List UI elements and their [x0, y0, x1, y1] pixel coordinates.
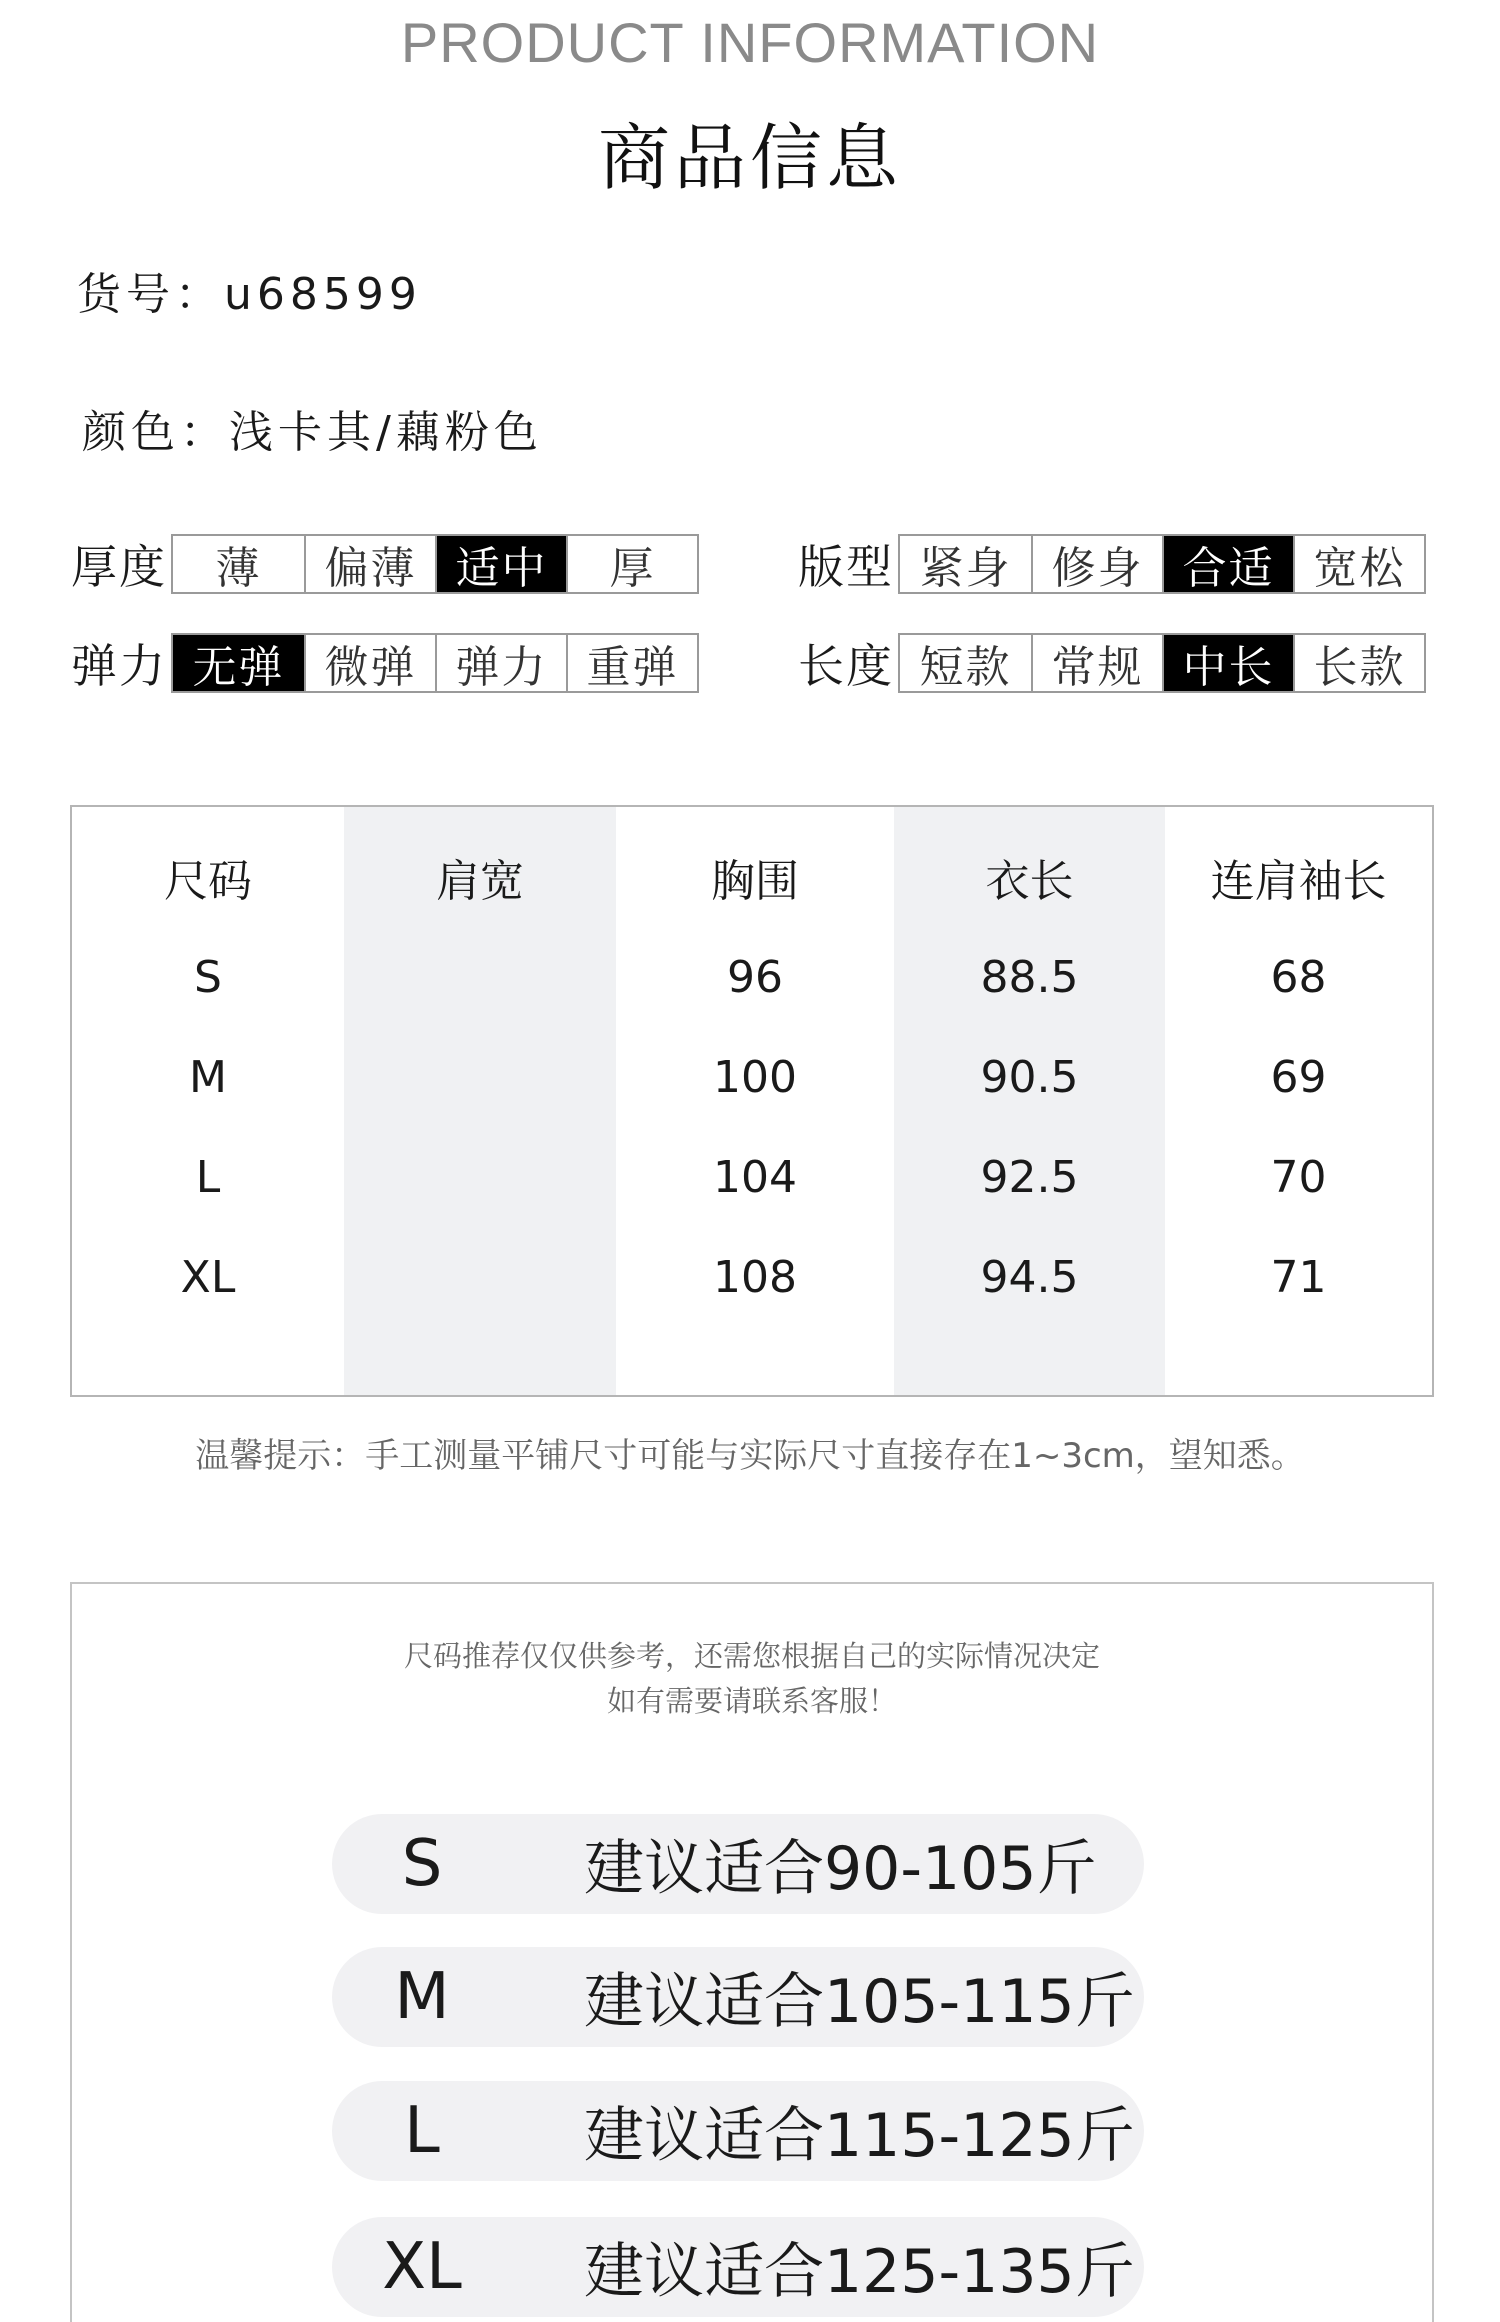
title-chinese: 商品信息 — [597, 116, 902, 200]
attr-fit-opt-2: 合适 — [1162, 536, 1293, 592]
rec-pill-m — [332, 1947, 1144, 2047]
length-cell-xl: 94.5 — [980, 1251, 1079, 1303]
attr-thickness-opt-1: 偏薄 — [304, 536, 435, 592]
rec-text-s: 建议适合90-105斤 — [584, 1834, 1097, 1904]
size-recommendation — [70, 1582, 1434, 2322]
attr-fit — [798, 531, 1426, 597]
size-header: 尺码 — [164, 856, 252, 907]
rec-size-l: L — [404, 2094, 440, 2168]
attr-thickness-opt-3: 厚 — [566, 536, 697, 592]
length-header: 衣长 — [985, 856, 1074, 907]
attr-fit-label: 版型 — [798, 540, 894, 594]
rec-size-m: M — [394, 1960, 450, 2034]
chest-cell-m: 100 — [713, 1051, 797, 1103]
attr-thickness — [71, 531, 699, 597]
sleeve-header: 连肩袖长 — [1210, 856, 1387, 907]
attr-fit-options — [898, 534, 1426, 594]
rec-text-l: 建议适合115-125斤 — [584, 2101, 1135, 2171]
length-cell-l: 92.5 — [980, 1151, 1079, 1203]
rec-pill-l — [332, 2081, 1144, 2181]
sleeve-cell-m: 69 — [1270, 1051, 1327, 1103]
color-value: 浅卡其/藕粉色 — [229, 407, 543, 458]
attr-length-label: 长度 — [798, 639, 894, 693]
shoulder-column — [344, 807, 616, 1395]
attr-thickness-label: 厚度 — [71, 540, 167, 594]
attr-elasticity-opt-2: 弹力 — [435, 635, 566, 691]
chest-cell-s: 96 — [727, 951, 783, 1003]
size-cell-s: S — [194, 951, 222, 1003]
rec-note-line1: 尺码推荐仅仅供参考，还需您根据自己的实际情况决定 — [403, 1639, 1100, 1673]
shoulder-cell-m — [344, 1027, 616, 1127]
shoulder-cell-l — [344, 1127, 616, 1227]
attr-elasticity-label: 弹力 — [71, 639, 167, 693]
attr-thickness-opt-0: 薄 — [215, 543, 262, 594]
rec-size-xl: XL — [382, 2230, 462, 2304]
rec-text-m: 建议适合105-115斤 — [584, 1967, 1135, 2037]
attr-fit-opt-3: 宽松 — [1293, 536, 1424, 592]
attr-length-options — [898, 633, 1426, 693]
attr-fit-opt-0: 紧身 — [919, 543, 1012, 594]
size-cell-l: L — [195, 1151, 221, 1203]
sleeve-cell-l: 70 — [1270, 1151, 1327, 1203]
color-label: 颜色： — [82, 407, 229, 458]
shoulder-cell-xl — [344, 1227, 616, 1327]
attr-fit-opt-1: 修身 — [1031, 536, 1162, 592]
sleeve-cell-s: 68 — [1270, 951, 1327, 1003]
chest-cell-xl: 108 — [713, 1251, 797, 1303]
chest-header: 胸围 — [711, 856, 799, 907]
size-table — [70, 805, 1434, 1397]
shoulder-cell-s — [344, 927, 616, 1027]
length-cell-s: 88.5 — [980, 951, 1079, 1003]
rec-text-xl: 建议适合125-135斤 — [584, 2237, 1135, 2307]
attr-elasticity — [71, 630, 699, 696]
measurement-tip: 温馨提示：手工测量平铺尺寸可能与实际尺寸直接存在1~3cm，望知悉。 — [195, 1436, 1305, 1476]
item-number-label: 货号： — [77, 269, 224, 320]
size-column — [72, 807, 344, 1395]
item-number-value: u68599 — [224, 269, 422, 320]
attr-length-opt-2: 中长 — [1162, 635, 1293, 691]
attr-thickness-options — [171, 534, 699, 594]
length-column — [894, 807, 1165, 1395]
attr-elasticity-opt-0: 无弹 — [173, 635, 304, 691]
size-cell-m: M — [189, 1051, 227, 1103]
rec-pill-s — [332, 1814, 1144, 1914]
attr-elasticity-options — [171, 633, 699, 693]
attr-length — [798, 630, 1426, 696]
rec-pill-xl — [332, 2217, 1144, 2317]
sleeve-column — [1165, 807, 1432, 1395]
rec-size-s: S — [401, 1827, 443, 1901]
size-cell-xl: XL — [180, 1251, 236, 1303]
chest-cell-l: 104 — [713, 1151, 797, 1203]
attr-length-opt-3: 长款 — [1293, 635, 1424, 691]
chest-column — [616, 807, 894, 1395]
attr-elasticity-opt-1: 微弹 — [304, 635, 435, 691]
length-cell-m: 90.5 — [980, 1051, 1079, 1103]
item-number — [77, 258, 422, 322]
attr-thickness-opt-2: 适中 — [435, 536, 566, 592]
color-info — [82, 396, 543, 460]
rec-note-line2: 如有需要请联系客服！ — [606, 1684, 897, 1718]
attr-length-opt-1: 常规 — [1031, 635, 1162, 691]
attr-elasticity-opt-3: 重弹 — [566, 635, 697, 691]
title-english: PRODUCT INFORMATION — [400, 11, 1100, 74]
shoulder-header: 肩宽 — [436, 856, 524, 907]
sleeve-cell-xl: 71 — [1270, 1251, 1327, 1303]
attr-length-opt-0: 短款 — [919, 642, 1012, 693]
